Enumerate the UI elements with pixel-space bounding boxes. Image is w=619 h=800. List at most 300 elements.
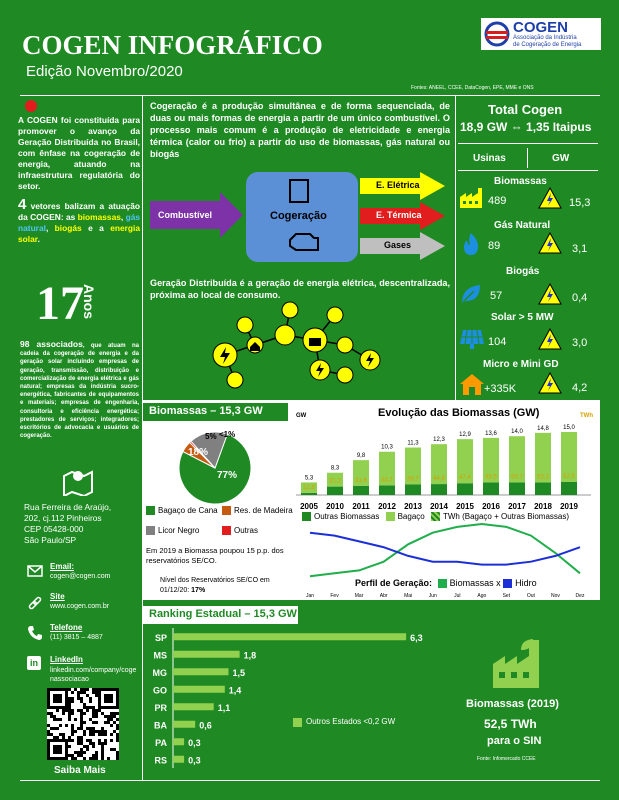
qr-module: [77, 742, 80, 745]
qr-module: [92, 691, 95, 694]
associates-desc: , que atuam na cadeia da cogeração de energia e da geração solar incluindo empresas de geração, transmissão, distribuição e comercialização de energia elétrica e gás natural; empresas da indústria sucro-energética, fabricantes de equipamentos e materiais; empresas de engenharia, consultoria e eficiência energética; prestadores de serviços; integradores; escritórios de advocacia e usuários de cogeração.: [20, 343, 139, 440]
link-icon: [27, 595, 43, 611]
qr-module: [80, 709, 83, 712]
qr-module: [86, 688, 89, 691]
qr-module: [53, 718, 56, 721]
qr-module: [59, 733, 62, 736]
qr-module: [104, 733, 107, 736]
qr-module: [80, 727, 83, 730]
x-tick-label: 2015: [456, 502, 474, 511]
qr-module: [47, 733, 50, 736]
qr-module: [53, 715, 56, 718]
qr-module: [110, 724, 113, 727]
legend-swatch-hidro: [503, 579, 512, 588]
qr-module: [92, 745, 95, 748]
qr-module: [89, 697, 92, 700]
warning-bolt-icon: [538, 283, 562, 305]
qr-module: [80, 751, 83, 754]
qr-module: [98, 742, 101, 745]
qr-module: [62, 736, 65, 739]
bar-outras: [327, 487, 343, 495]
bar-outras: [483, 482, 499, 495]
network-illustration: [205, 300, 390, 395]
qr-module: [89, 742, 92, 745]
x-tick-label: 2018: [534, 502, 552, 511]
qr-module: [107, 721, 110, 724]
row-gw-solar: 3,0: [572, 337, 588, 349]
pie-label-madeira: 5%: [205, 432, 217, 441]
qr-module: [86, 709, 89, 712]
qr-module: [101, 712, 104, 715]
node-bolt-2: [237, 317, 253, 333]
associates-text: [20, 340, 139, 440]
state-label: MG: [152, 667, 167, 678]
qr-module: [92, 730, 95, 733]
x-tick-label: 2014: [430, 502, 448, 511]
month-label: Dez: [575, 593, 585, 599]
footer-biomass-value: 52,5 TWh: [484, 717, 537, 731]
bar-twh-label: 34,7: [381, 477, 393, 484]
qr-module: [50, 727, 53, 730]
total-value: 18,9 GW ⇔ 1,35 Itaipus: [460, 120, 592, 134]
qr-module: [80, 724, 83, 727]
qr-module: [68, 697, 71, 700]
email-link[interactable]: cogen@cogen.com: [50, 573, 111, 580]
bar-twh-label: 50,7: [511, 474, 523, 481]
state-value-label: 1,5: [232, 667, 246, 678]
qr-module: [53, 736, 56, 739]
x-tick-label: 2012: [378, 502, 396, 511]
qr-module: [116, 724, 119, 727]
legend-outras-biomassas: Outras Biomassas: [314, 512, 380, 521]
qr-module: [98, 733, 101, 736]
qr-module: [74, 757, 77, 760]
legend-outras-label: Outras: [234, 526, 259, 535]
qr-code[interactable]: [47, 688, 119, 760]
qr-module: [92, 715, 95, 718]
qr-module: [92, 706, 95, 709]
linkedin-label: LinkedIn: [50, 655, 83, 664]
phone-icon: [27, 625, 43, 641]
bar-twh-label: 31,2: [329, 478, 341, 485]
qr-module: [71, 712, 74, 715]
month-label: Mar: [354, 593, 364, 599]
phone-label: Telefone: [50, 623, 83, 632]
state-bar: [173, 686, 225, 693]
qr-module: [80, 748, 83, 751]
bar-total-label: 14,8: [537, 425, 549, 432]
qr-module: [107, 715, 110, 718]
qr-module: [83, 745, 86, 748]
qr-module: [77, 709, 80, 712]
qr-module: [68, 745, 71, 748]
bar-outras: [379, 485, 395, 495]
state-label: PR: [154, 702, 167, 713]
logo-sub2: de Cogeração de Energia: [513, 42, 582, 48]
vectors-desc: vetores balizam a atuação da COGEN: as: [18, 201, 141, 222]
qr-module: [77, 697, 80, 700]
state-bar: [173, 651, 240, 658]
state-label: BA: [154, 720, 167, 731]
row-plants-gas: 89: [488, 240, 501, 252]
qr-module: [77, 751, 80, 754]
flame-icon: [460, 232, 482, 256]
cogeneration-definition: Cogeração é a produção simultânea e de forma sequenciada, de duas ou mais formas de energia a partir de um único combustível. O processo mais comum é a produção de eletricidade e energia térmica (calor ou frio) a partir do uso de biomassas, gás natural ou biogás: [150, 101, 450, 159]
qr-module: [71, 700, 74, 703]
row-name-micro: Micro e Mini GD: [483, 359, 559, 370]
qr-module: [101, 727, 104, 730]
month-label: Out: [526, 593, 535, 599]
qr-module: [71, 757, 74, 760]
qr-module: [86, 694, 89, 697]
qr-module: [116, 757, 119, 760]
frame-top: [20, 95, 600, 96]
qr-module: [95, 709, 98, 712]
row-name-solar: Solar > 5 MW: [491, 312, 554, 323]
qr-module: [113, 715, 116, 718]
legend-licor-label: Licor Negro: [158, 526, 200, 535]
logo-box: [481, 18, 601, 50]
email-icon: [27, 565, 43, 577]
qr-module: [107, 757, 110, 760]
qr-module: [89, 718, 92, 721]
qr-module: [65, 724, 68, 727]
qr-module: [92, 721, 95, 724]
node-house-2: [337, 367, 353, 383]
qr-module: [116, 736, 119, 739]
qr-module: [110, 718, 113, 721]
qr-module: [92, 688, 95, 691]
biomass-title: Biomassas – 15,3 GW: [149, 405, 263, 417]
qr-module: [113, 730, 116, 733]
bar-total-label: 13,6: [485, 430, 497, 437]
row-plants-solar: 104: [488, 336, 507, 348]
bar-outras: [431, 484, 447, 495]
qr-module: [68, 715, 71, 718]
legend-twh-series: TWh (Bagaço + Outras Biomassas): [442, 512, 570, 521]
bar-total-label: 14,0: [511, 429, 523, 436]
qr-module: [95, 712, 98, 715]
qr-module: [77, 727, 80, 730]
legend-swatch-outras: [302, 512, 311, 521]
bar-total-label: 12,9: [459, 432, 471, 439]
logo-name: COGEN: [513, 19, 569, 36]
cogen-logo-icon: [484, 21, 510, 47]
qr-module: [47, 712, 50, 715]
red-dot-icon: [25, 100, 37, 112]
qr-module: [83, 712, 86, 715]
qr-module: [116, 712, 119, 715]
qr-module: [80, 688, 83, 691]
bar-total-label: 12,3: [433, 437, 445, 444]
bar-total-label: 5,3: [304, 475, 314, 482]
col-header-plants: Usinas: [473, 153, 506, 164]
qr-module: [80, 739, 83, 742]
qr-module: [68, 736, 71, 739]
qr-module: [92, 757, 95, 760]
warning-bolt-icon: [538, 372, 562, 394]
state-label: PA: [155, 737, 167, 748]
address-line4: São Paulo/SP: [24, 535, 77, 545]
qr-module: [68, 700, 71, 703]
node-solar: [327, 307, 343, 323]
qr-module: [89, 700, 92, 703]
qr-module: [80, 721, 83, 724]
address-line2: 202, cj.112 Pinheiros: [24, 513, 102, 523]
total-title: Total Cogen: [488, 102, 563, 117]
qr-module: [83, 691, 86, 694]
legend-madeira-label: Res. de Madeira: [234, 506, 293, 515]
qr-module: [68, 703, 71, 706]
qr-module: [86, 727, 89, 730]
site-link[interactable]: www.cogen.com.br: [50, 603, 110, 610]
bar-twh-label: 12,8: [303, 484, 315, 491]
map-pin-icon: [62, 466, 94, 496]
qr-module: [68, 706, 71, 709]
sources: Fontes: ANEEL, CCEE, DataCogen, EPE, MME e ONS: [411, 85, 534, 91]
qr-module: [71, 697, 74, 700]
legend-bagaco-series: Bagaço: [397, 512, 425, 521]
qr-module: [95, 730, 98, 733]
qr-module: [89, 757, 92, 760]
electric-label: E. Elétrica: [376, 180, 420, 190]
qr-label: Saiba Mais: [54, 765, 106, 776]
phone-number: (11) 3815 – 4887: [50, 634, 103, 641]
line-hidro: [310, 533, 580, 565]
qr-module: [80, 754, 83, 757]
cogen-label: Cogeração: [270, 210, 327, 222]
address: [24, 502, 111, 546]
reservoir-text: [160, 576, 300, 596]
pie-label-outras: <1%: [219, 430, 236, 439]
qr-module: [80, 700, 83, 703]
node-tower: [337, 337, 353, 353]
bar-outras: [509, 482, 525, 495]
biomass-note: Em 2019 a Biomassa poupou 15 p.p. dos reservatórios SE/CO.: [146, 546, 284, 565]
qr-module: [92, 754, 95, 757]
bar-twh-label: 52,5: [563, 473, 575, 480]
qr-module: [83, 721, 86, 724]
state-value-label: 6,3: [410, 632, 423, 643]
ranking-legend: Outros Estados <0,2 GW: [306, 717, 396, 726]
month-label: Set: [502, 593, 511, 599]
vector-biogas: biogás: [54, 223, 82, 233]
qr-module: [50, 715, 53, 718]
row-gw-gas: 3,1: [572, 243, 588, 255]
qr-module: [71, 727, 74, 730]
row-gw-biomass: 15,3: [569, 197, 591, 209]
month-label: Nov: [551, 593, 560, 599]
qr-module: [83, 757, 86, 760]
qr-module: [80, 712, 83, 715]
qr-module: [86, 739, 89, 742]
address-line1: Rua Ferreira de Araújo,: [24, 502, 112, 512]
bar-outras: [353, 486, 369, 495]
state-label: MS: [153, 650, 167, 661]
profile-title: Perfil de Geração:: [355, 578, 433, 588]
vector-solar: energia solar: [18, 223, 140, 244]
qr-module: [92, 727, 95, 730]
ranking-chart: [143, 628, 443, 773]
x-tick-label: 2017: [508, 502, 526, 511]
qr-module: [86, 748, 89, 751]
qr-finder-core: [53, 745, 62, 754]
qr-module: [116, 754, 119, 757]
qr-module: [74, 730, 77, 733]
bar-total-label: 10,3: [381, 444, 393, 451]
month-label: Mai: [404, 593, 413, 599]
qr-module: [47, 724, 50, 727]
qr-module: [86, 745, 89, 748]
col-header-gw: GW: [552, 153, 570, 164]
leaf-icon: [460, 283, 482, 305]
qr-module: [68, 688, 71, 691]
qr-module: [113, 721, 116, 724]
qr-module: [95, 688, 98, 691]
fuel-label: Combustível: [158, 210, 213, 220]
qr-finder-core: [53, 694, 62, 703]
qr-module: [110, 748, 113, 751]
qr-module: [95, 754, 98, 757]
qr-module: [59, 718, 62, 721]
linkedin-link[interactable]: linkedin.com/company/cogenassociacao: [50, 667, 137, 683]
qr-module: [74, 751, 77, 754]
qr-module: [62, 709, 65, 712]
row-name-biogas: Biogás: [506, 266, 540, 277]
qr-module: [77, 754, 80, 757]
qr-module: [47, 730, 50, 733]
bar-outras: [535, 482, 551, 495]
bar-outras: [457, 483, 473, 495]
qr-module: [77, 691, 80, 694]
legend-madeira: [222, 506, 293, 515]
qr-module: [110, 712, 113, 715]
qr-module: [98, 730, 101, 733]
intro-text: A COGEN foi constituída para promover o avanço da Geração Distribuída no Brasil, com ênfase na cogeração de energia, atuando na infraestrutura regulatória do setor.: [18, 115, 140, 191]
qr-module: [65, 709, 68, 712]
qr-module: [56, 736, 59, 739]
qr-module: [92, 709, 95, 712]
qr-module: [101, 733, 104, 736]
qr-module: [95, 694, 98, 697]
vectors-num: 4: [18, 196, 27, 213]
qr-module: [71, 754, 74, 757]
qr-module: [89, 733, 92, 736]
legend-swatch-biomassas: [438, 579, 447, 588]
qr-module: [92, 742, 95, 745]
evolution-chart: [296, 420, 596, 515]
bar-twh-label: 47,4: [459, 475, 471, 482]
qr-module: [77, 694, 80, 697]
qr-module: [77, 739, 80, 742]
qr-module: [83, 688, 86, 691]
qr-module: [95, 691, 98, 694]
years-num: 17: [36, 277, 84, 330]
month-label: Jul: [454, 593, 461, 599]
qr-module: [113, 712, 116, 715]
state-bar: [173, 756, 184, 763]
state-label: RS: [154, 755, 167, 766]
qr-module: [101, 745, 104, 748]
qr-module: [83, 751, 86, 754]
frame-right-col: [455, 95, 456, 400]
legend-swatch-bagaco: [386, 512, 395, 521]
qr-module: [89, 706, 92, 709]
row-plants-micro: +335K: [484, 383, 517, 395]
site-label: Site: [50, 592, 65, 601]
qr-module: [83, 733, 86, 736]
qr-module: [68, 754, 71, 757]
frame-bottom: [20, 780, 600, 781]
month-label: Jun: [428, 593, 437, 599]
row-name-biomass: Biomassas: [494, 176, 547, 187]
bar-outras: [405, 485, 421, 496]
state-bar: [173, 721, 195, 728]
qr-module: [110, 715, 113, 718]
edition: Edição Novembro/2020: [26, 63, 183, 80]
legend-outras: [222, 526, 258, 535]
bar-outras: [561, 482, 577, 495]
qr-module: [80, 736, 83, 739]
bar-total-label: 15,0: [563, 425, 575, 431]
x-tick-label: 2019: [560, 502, 578, 511]
x-tick-label: 2011: [352, 502, 370, 511]
qr-module: [68, 718, 71, 721]
qr-module: [80, 718, 83, 721]
legend-bagaco-label: Bagaço de Cana: [158, 506, 218, 515]
qr-module: [95, 757, 98, 760]
qr-module: [71, 739, 74, 742]
vectors-text: 4 vetores balizam a atuação da COGEN: as biomassas, gás natural, biogás e a energia solar.: [18, 196, 141, 244]
pie-label-bagaco: 77%: [217, 470, 238, 481]
qr-module: [56, 709, 59, 712]
row-plants-biogas: 57: [490, 290, 503, 302]
thermal-label: E. Térmica: [376, 210, 422, 220]
qr-module: [101, 730, 104, 733]
qr-module: [71, 733, 74, 736]
state-value-label: 1,1: [217, 702, 231, 713]
x-tick-label: 2016: [482, 502, 500, 511]
qr-module: [86, 706, 89, 709]
x-tick-label: 2013: [404, 502, 422, 511]
qr-module: [53, 727, 56, 730]
qr-module: [89, 739, 92, 742]
qr-module: [71, 730, 74, 733]
qr-module: [83, 703, 86, 706]
qr-module: [74, 688, 77, 691]
qr-module: [116, 727, 119, 730]
left-panel: [18, 100, 140, 245]
factory-icon: [459, 187, 485, 209]
qr-module: [92, 733, 95, 736]
qr-module: [59, 724, 62, 727]
row-gw-micro: 4,2: [572, 382, 588, 394]
footer-biomass-title: Biomassas (2019): [466, 698, 559, 710]
bar-total-label: 9,8: [356, 453, 366, 460]
month-label: Ago: [477, 593, 487, 599]
qr-module: [50, 712, 53, 715]
state-label: GO: [152, 685, 167, 696]
reservoir-value: 17%: [191, 587, 206, 594]
state-bar: [173, 703, 214, 710]
qr-module: [77, 736, 80, 739]
row-plants-biomass: 489: [488, 195, 507, 207]
bar-twh-label: 39,7: [407, 476, 419, 483]
qr-module: [56, 718, 59, 721]
qr-module: [104, 715, 107, 718]
legend-licor: [146, 526, 199, 535]
bar-outras: [301, 493, 317, 495]
